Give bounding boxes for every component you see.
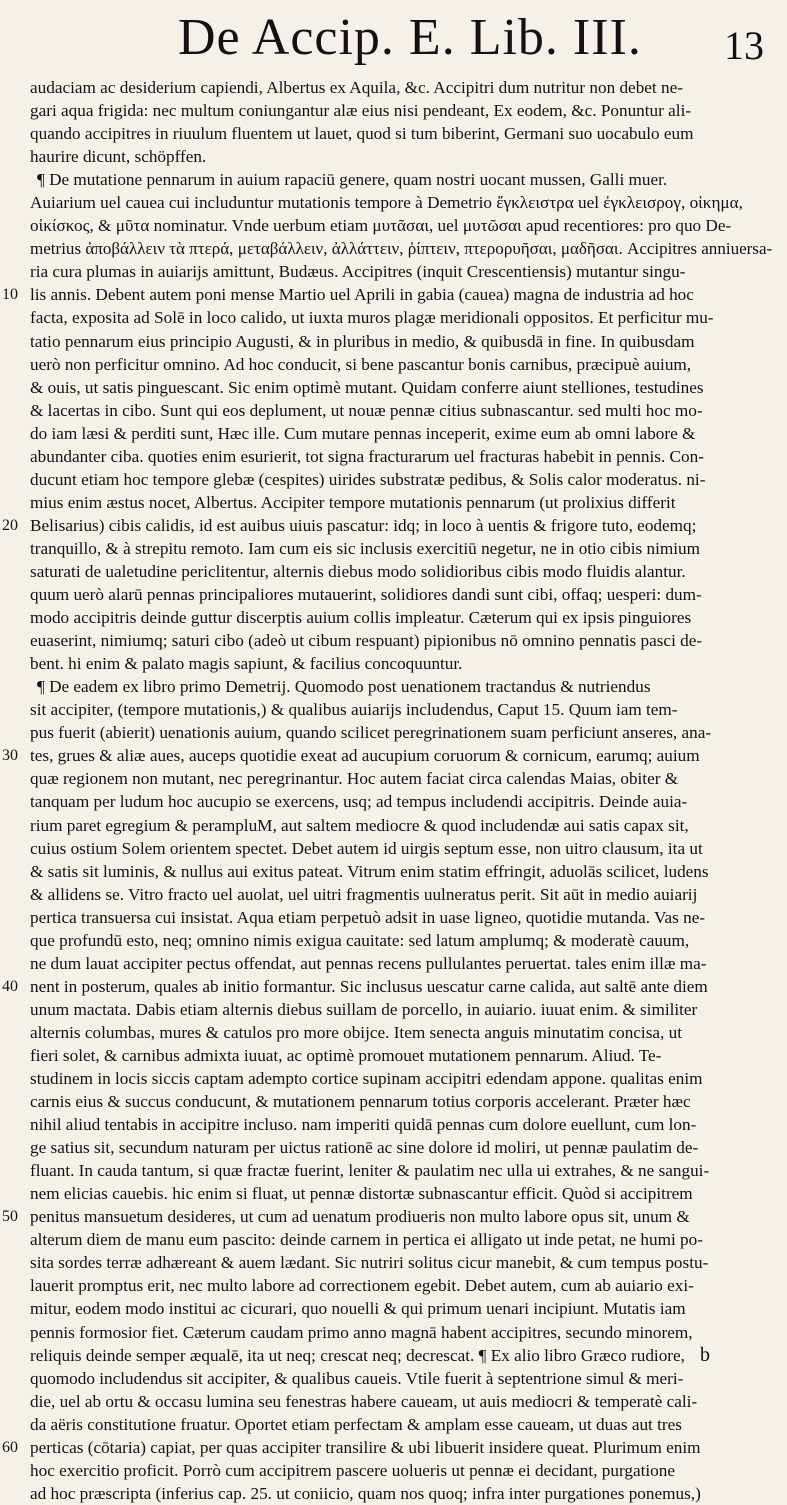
text-line bbox=[0, 790, 778, 813]
line-number: 30 bbox=[2, 747, 18, 765]
text-line bbox=[0, 1205, 778, 1228]
line-text: alterum diem de manu eum pascito: deinde carnem in pertica ei alligato ut inde petat, ne humi po- bbox=[30, 1230, 703, 1250]
text-line bbox=[0, 1182, 778, 1205]
text-line bbox=[0, 237, 778, 260]
line-text: ne dum lauat accipiter pectus offendat, aut pennas recens pullulantes peruertat. tales enim illæ ma- bbox=[30, 953, 707, 973]
text-line bbox=[0, 283, 778, 306]
text-line bbox=[0, 744, 778, 767]
text-line bbox=[0, 721, 778, 744]
text-line bbox=[0, 837, 778, 860]
line-text: tatio pennarum eius principio Augusti, & in pluribus in medio, & quibusdā in fine. In quibusdam bbox=[30, 331, 695, 351]
line-text: nent in posterum, quales ab initio formantur. Sic inclusus uescatur carne calida, aut saltē ante diem bbox=[30, 976, 708, 996]
text-line bbox=[0, 214, 778, 237]
text-line bbox=[0, 122, 778, 145]
text-line bbox=[0, 1067, 778, 1090]
body-text bbox=[0, 76, 778, 1505]
line-text: Belisarius) cibis calidis, id est auibus uiuis pascatur: idq; in loco à uentis & frigore tuto, eodemq; bbox=[30, 515, 697, 535]
line-text: carnis eius & succus conducunt, & mutationem pennarum totius corporis accelerant. Præter hæc bbox=[30, 1092, 691, 1112]
line-text: Auiarium uel cauea cui includuntur mutationis tempore à Demetrio ἔγκλειστρα uel ἐγκλεισρογ, οἰκημα, bbox=[30, 193, 743, 213]
text-line bbox=[0, 1044, 778, 1067]
text-line bbox=[0, 1159, 778, 1182]
line-text: bent. hi enim & palato magis sapiunt, & facilius concoquuntur. bbox=[30, 654, 463, 674]
line-text: tes, grues & aliæ aues, auceps quotidie exeat ad aucupium coruorum & cornicum, earumq; auium bbox=[30, 746, 700, 766]
line-text: οἰκίσκος, & μῦτα nominatur. Vnde uerbum etiam μυτᾶσαι, uel μυτῶσαι apud recentiores: pro quo De- bbox=[30, 216, 732, 236]
text-line bbox=[0, 1344, 778, 1367]
line-text: facta, exposita ad Solē in loco calido, ut iuxta muros plagæ meridionali oppositos. Et perficitur mu- bbox=[30, 308, 714, 328]
line-text: fluant. In cauda tantum, si quæ fractæ fuerint, leniter & paulatim nec ulla ui extrahes, & ne sangui- bbox=[30, 1161, 710, 1181]
page-number: 13 bbox=[724, 23, 764, 68]
text-line bbox=[0, 399, 778, 422]
text-line bbox=[0, 422, 778, 445]
text-line bbox=[0, 1436, 778, 1459]
line-text: abundanter ciba. quoties enim esurierit, tot signa fracturarum uel fracturas habebit in pennis. Con- bbox=[30, 446, 704, 466]
text-line bbox=[0, 860, 778, 883]
signature-mark: b bbox=[700, 1344, 710, 1366]
line-number: 40 bbox=[2, 977, 18, 995]
text-line bbox=[0, 1021, 778, 1044]
text-line bbox=[0, 767, 778, 790]
text-line bbox=[0, 168, 778, 191]
text-line bbox=[0, 353, 778, 376]
line-text: ge satius sit, secundum naturam per uictus rationē ac sine dolore id moliri, ut pennæ paulatim de- bbox=[30, 1138, 699, 1158]
text-line bbox=[0, 330, 778, 353]
text-line bbox=[0, 629, 778, 652]
text-line bbox=[0, 998, 778, 1021]
text-line bbox=[0, 560, 778, 583]
line-text: quando accipitres in riuulum fluentem ut lauet, quod si tum biberint, Germani suo uocabulo eum bbox=[30, 124, 694, 144]
line-text: audaciam ac desiderium capiendi, Albertus ex Aquila, &c. Accipitri dum nutritur non debet ne- bbox=[30, 78, 683, 97]
text-line bbox=[0, 306, 778, 329]
text-line bbox=[0, 1459, 778, 1482]
text-line bbox=[0, 929, 778, 952]
line-text: perticas (cōtaria) capiat, per quas accipiter transilire & ubi libuerit insidere queat. Plurimum enim bbox=[30, 1437, 701, 1457]
line-text: lauerit promptus erit, nec multo labore ad correctionem egebit. Debet autem, cum ab auiario exi- bbox=[30, 1276, 694, 1296]
line-text: pertica transuersa cui insistat. Aqua etiam perpetuò adsit in uase ligneo, quotidie mutanda. Vas ne- bbox=[30, 907, 706, 927]
line-text: alternis columbas, mures & catulos pro more obijce. Item senecta anguis minutatim concisa, ut bbox=[30, 1022, 682, 1042]
text-line bbox=[0, 583, 778, 606]
text-line bbox=[0, 145, 778, 168]
text-line bbox=[0, 1413, 778, 1436]
text-line bbox=[0, 491, 778, 514]
text-line bbox=[0, 952, 778, 975]
line-text: tranquillo, & à strepitu remoto. Iam cum eis sic inclusis exercitiū negetur, ne in otio cibis nimium bbox=[30, 538, 700, 558]
line-text: ducunt etiam hoc tempore glebæ (cespites) uirides substratæ pedibus, & Solis calor moderatus. ni- bbox=[30, 469, 706, 489]
text-line bbox=[0, 445, 778, 468]
line-text: & satis sit luminis, & nullus aui exitus pateat. Vitrum enim statim effringit, aduolās scilicet, ludens bbox=[30, 861, 709, 881]
text-line bbox=[0, 1228, 778, 1251]
text-line bbox=[0, 1390, 778, 1413]
line-text: quum uerò alarū pennas principaliores mutauerint, solidiores dandi sunt cibi, offaq; uesperi: dum- bbox=[30, 585, 702, 605]
text-line bbox=[0, 606, 778, 629]
text-line bbox=[0, 1482, 778, 1505]
line-text: mius enim æstus nocet, Albertus. Accipiter tempore mutationis pennarum (ut prolixius differit bbox=[30, 492, 676, 512]
text-line bbox=[0, 1367, 778, 1390]
line-text: sit accipiter, (tempore mutationis,) & qualibus auiarijs includendus, Caput 15. Quum iam tem- bbox=[30, 700, 678, 720]
line-text: pus fuerit (abierit) uenationis auium, quando scilicet peregrinationem suam perficiunt anseres, ana- bbox=[30, 723, 712, 743]
text-line bbox=[0, 675, 778, 698]
line-text: studinem in locis siccis captam adempto cortice supinam accipitri edendam appone. qualitas enim bbox=[30, 1069, 703, 1089]
line-text: fieri solet, & carnibus admixta iuuat, ac optimè promouet mutationem pennarum. Aliud. Te- bbox=[30, 1045, 662, 1065]
line-text: metrius ἀποβάλλειν τὰ πτερά, μεταβάλλειν, ἀλλάττειν, ῥίπτειν, πτερορυῆσαι, μαδῆσαι. Accipitres anniuersa- bbox=[30, 239, 773, 259]
text-line bbox=[0, 191, 778, 214]
line-text: modo accipitris deinde guttur discerptis auium collis impleatur. Cæterum qui ex ipsis pinguiores bbox=[30, 608, 692, 628]
text-line bbox=[0, 975, 778, 998]
text-line bbox=[0, 1251, 778, 1274]
line-text: saturati de ualetudine periclitentur, alternis diebus modo solidioribus cibis modo fluidis alantur. bbox=[30, 561, 686, 581]
text-line bbox=[0, 1136, 778, 1159]
line-text: pennis formosior fiet. Cæterum caudam primo anno magnā habent accipitres, secundo minorem, bbox=[30, 1322, 693, 1342]
line-text: quæ regionem non mutant, nec peregrinantur. Hoc autem faciat circa calendas Maias, obiter & bbox=[30, 769, 679, 789]
line-text: ria cura plumas in auiarijs amittunt, Budæus. Accipitres (inquit Crescentiensis) mutantur singu- bbox=[30, 262, 686, 282]
text-line bbox=[0, 1113, 778, 1136]
line-text: unum mactata. Dabis etiam alternis diebus suillam de porcello, in auiario. iuuat enim. & similiter bbox=[30, 999, 698, 1019]
text-line bbox=[0, 652, 778, 675]
text-line bbox=[0, 537, 778, 560]
text-line bbox=[0, 1090, 778, 1113]
text-line bbox=[0, 260, 778, 283]
line-text: tanquam per ludum hoc aucupio se exercens, usq; ad tempus includendi accipitris. Deinde auia- bbox=[30, 792, 688, 812]
line-text: ¶ De mutatione pennarum in auium rapaciū genere, quam nostri uocant mussen, Galli muer. bbox=[37, 170, 668, 190]
text-line bbox=[0, 883, 778, 906]
line-number: 20 bbox=[2, 516, 18, 534]
text-line bbox=[0, 76, 778, 99]
text-line bbox=[0, 698, 778, 721]
text-line bbox=[0, 376, 778, 399]
line-text: cuius ostium Solem orientem spectet. Debet autem id uirgis septum esse, non uitro clausum, ita ut bbox=[30, 838, 703, 858]
line-text: euaserint, nimiumq; saturi cibo (adeò ut cibum respuant) pipionibus nō omnino pennatis pasci de- bbox=[30, 631, 703, 651]
line-text: & allidens se. Vitro fracto uel auolat, uel uitri fragmentis uulneratus perit. Sit aūt in medio auiarij bbox=[30, 884, 698, 904]
line-text: mitur, eodem modo institui ac cicurari, quo nouelli & qui primum uenari incipiunt. Mutatis iam bbox=[30, 1299, 686, 1319]
text-line bbox=[0, 468, 778, 491]
line-number: 60 bbox=[2, 1438, 18, 1456]
text-line bbox=[0, 906, 778, 929]
line-text: hoc exercitio proficit. Porrò cum accipitrem pascere uolueris ut pennæ ei decidant, purgatione bbox=[30, 1460, 675, 1480]
line-text: die, uel ab ortu & occasu lumina seu fenestras habere caueam, ut auis mediocri & temperatè cali- bbox=[30, 1391, 698, 1411]
line-text: uerò non perficitur omnino. Ad hoc conducit, si bene pascantur bonis carnibus, præcipuè auium, bbox=[30, 354, 692, 374]
text-line bbox=[0, 1274, 778, 1297]
line-text: nem elicias cauebis. hic enim si fluat, ut pennæ distortæ subnascantur efficit. Quòd si accipitrem bbox=[30, 1184, 693, 1204]
line-text: gari aqua frigida: nec multum coniungantur alæ eius nisi pendeant, Ex eodem, &c. Ponuntur ali- bbox=[30, 101, 692, 121]
line-text: haurire dicunt, schöpffen. bbox=[30, 147, 207, 167]
text-line bbox=[0, 99, 778, 122]
line-text: & ouis, ut satis pinguescant. Sic enim optimè mutant. Quidam conferre aiunt stelliones, testudines bbox=[30, 377, 704, 397]
line-text: sita sordes terræ adhæreant & auem lædant. Sic nutriri solitus cicur manebit, & cum tempus postu- bbox=[30, 1253, 709, 1273]
line-text: lis annis. Debent autem poni mense Martio uel Aprili in gabia (cauea) magna de industria ad hoc bbox=[30, 285, 694, 305]
line-text: da aëris constitutione fruatur. Oportet etiam perfectam & amplam esse caueam, ut duas aut tres bbox=[30, 1414, 682, 1434]
line-text: que profundū esto, neq; omnino nimis exigua cauitate: sed latum amplumq; & moderatè cauum, bbox=[30, 930, 690, 950]
line-number: 50 bbox=[2, 1208, 18, 1226]
line-number: 10 bbox=[2, 286, 18, 304]
line-text: penitus mansuetum desideres, ut cum ad uenatum prodiueris non multo labore opus sit, unum & bbox=[30, 1207, 690, 1227]
line-text: quomodo includendus sit accipiter, & qualibus caueis. Vtile fuerit à septentrione simul & meri- bbox=[30, 1368, 684, 1388]
text-line bbox=[0, 1297, 778, 1320]
line-text: ad hoc præscripta (inferius cap. 25. ut coniicio, quam nos quoq; infra inter purgationes ponemus,) bbox=[30, 1483, 701, 1503]
line-text: rium paret egregium & perampluM, aut saltem mediocre & quod includendæ aui satis capax sit, bbox=[30, 815, 689, 835]
text-line bbox=[0, 1321, 778, 1344]
text-line bbox=[0, 514, 778, 537]
line-text: nihil aliud tentabis in accipitre incluso. nam imperiti quidā pennas cum dolore euellunt, cum lon- bbox=[30, 1115, 697, 1135]
line-text: & lacertas in cibo. Sunt qui eos deplument, ut nouæ pennæ citius subnascantur. sed multi hoc mo- bbox=[30, 400, 703, 420]
text-line bbox=[0, 814, 778, 837]
line-text: do iam læsi & perditi sunt, Hæc ille. Cum mutare pennas inceperit, exime eum ab omni labore & bbox=[30, 423, 696, 443]
line-text: reliquis deinde semper æqualē, ita ut neq; crescat neq; decrescat. ¶ Ex alio libro Græco rudiore, bbox=[30, 1345, 685, 1365]
page-header bbox=[0, 0, 773, 78]
line-text: ¶ De eadem ex libro primo Demetrij. Quomodo post uenationem tractandus & nutriendus bbox=[37, 677, 651, 697]
running-title: De Accip. E. Lib. III. bbox=[178, 9, 642, 66]
